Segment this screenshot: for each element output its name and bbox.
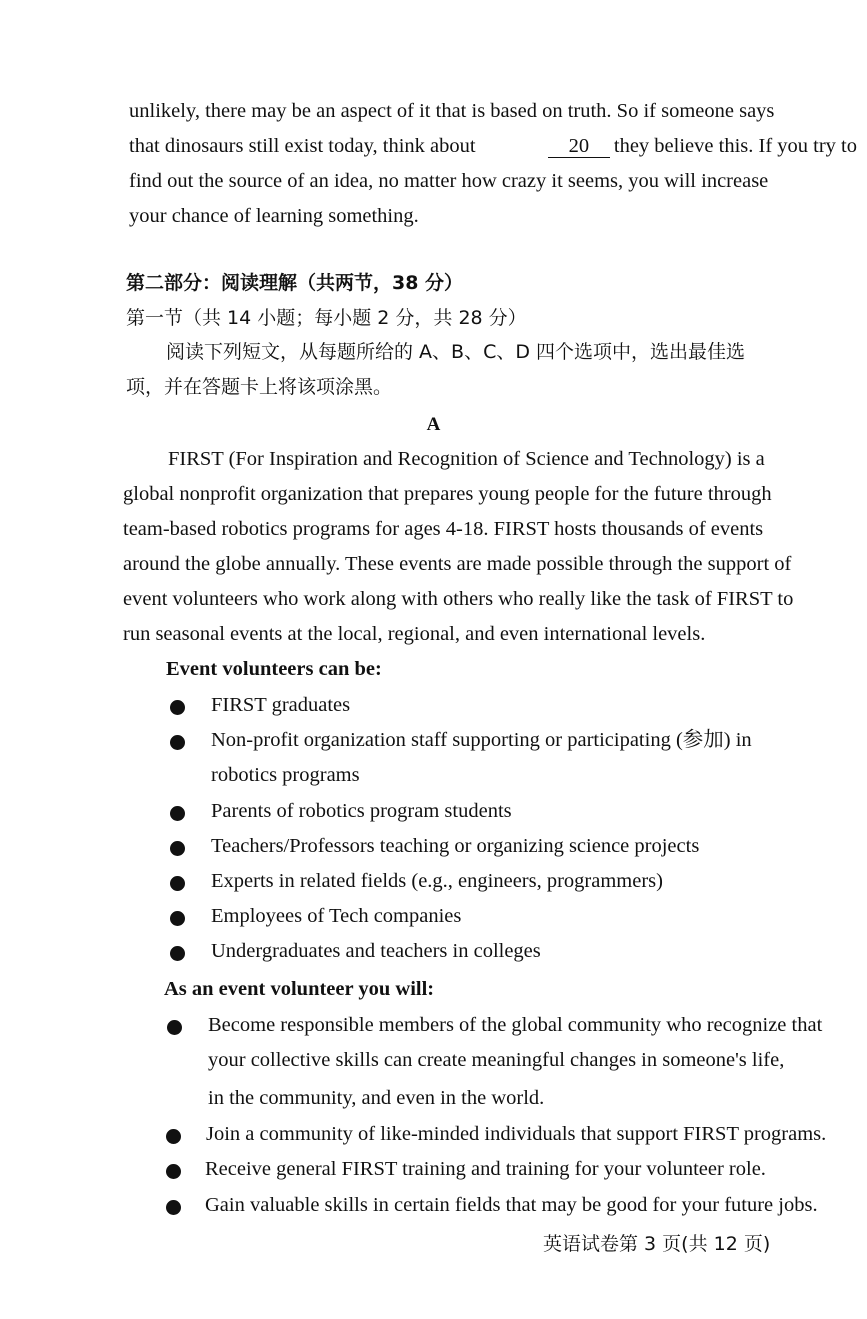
bullet-icon — [167, 1020, 182, 1035]
list-heading: As an event volunteer you will: — [164, 978, 435, 1000]
bullet-icon — [170, 806, 185, 821]
paragraph-line: FIRST (For Inspiration and Recognition of Science and Technology) is a — [168, 448, 765, 470]
list-item: Undergraduates and teachers in colleges — [211, 940, 541, 962]
instruction-line: 阅读下列短文，从每题所给的 A、B、C、D 四个选项中，选出最佳选 — [166, 341, 746, 363]
paragraph-line: event volunteers who work along with others who really like the task of FIRST to — [123, 588, 794, 610]
list-item-continuation: in the community, and even in the world. — [208, 1087, 545, 1109]
paragraph-line: around the globe annually. These events are made possible through the support of — [123, 553, 792, 575]
passage-line — [129, 171, 857, 192]
list-item-continuation: robotics programs — [211, 764, 360, 786]
bullet-icon — [170, 946, 185, 961]
bullet-icon — [166, 1164, 181, 1179]
list-item: Receive general FIRST training and training for your volunteer role. — [205, 1158, 766, 1180]
list-item: Become responsible members of the global community who recognize that — [208, 1014, 823, 1036]
passage-text: they believe this. If you try to — [613, 135, 857, 157]
passage-text: find out the source of an idea, no matter how crazy it seems, you will increase — [129, 170, 769, 192]
list-item: Join a community of like-minded individuals that support FIRST programs. — [206, 1123, 827, 1145]
bullet-icon — [170, 876, 185, 891]
list-item: Non-profit organization staff supporting or participating (参加) in — [211, 729, 752, 751]
list-item: Parents of robotics program students — [211, 800, 512, 822]
bullet-icon — [170, 735, 185, 750]
list-item-continuation: your collective skills can create meaningful changes in someone's life, — [208, 1049, 785, 1071]
bullet-icon — [170, 911, 185, 926]
passage-text: your chance of learning something. — [129, 205, 419, 227]
instruction-line: 项，并在答题卡上将该项涂黑。 — [126, 376, 393, 398]
list-item: FIRST graduates — [211, 694, 351, 716]
passage-text: that dinosaurs still exist today, think about — [129, 135, 476, 157]
bullet-icon — [166, 1200, 181, 1215]
page-footer: 英语试卷第 3 页(共 12 页) — [543, 1233, 771, 1255]
list-item: Gain valuable skills in certain fields that may be good for your future jobs. — [205, 1194, 818, 1216]
list-item: Employees of Tech companies — [211, 905, 462, 927]
list-item: Experts in related fields (e.g., engineers, programmers) — [211, 870, 663, 892]
bullet-icon — [170, 700, 185, 715]
answer-blank-20: 20 — [548, 136, 610, 158]
bullet-icon — [166, 1129, 181, 1144]
paragraph-line: team-based robotics programs for ages 4-18. FIRST hosts thousands of events — [123, 518, 764, 540]
passage-label: A — [426, 414, 441, 435]
passage-line-with-blank — [129, 136, 857, 158]
passage-line — [129, 206, 419, 227]
passage-line — [129, 101, 857, 122]
passage-text: unlikely, there may be an aspect of it that is based on truth. So if someone says — [129, 100, 775, 122]
list-heading: Event volunteers can be: — [166, 658, 382, 680]
paragraph-line: run seasonal events at the local, regional, and even international levels. — [123, 623, 706, 645]
bullet-icon — [170, 841, 185, 856]
paragraph-line: global nonprofit organization that prepares young people for the future through — [123, 483, 772, 505]
part-title: 第二部分：阅读理解（共两节，38 分） — [126, 272, 464, 294]
section-title: 第一节（共 14 小题；每小题 2 分，共 28 分） — [126, 307, 527, 329]
list-item: Teachers/Professors teaching or organizing science projects — [211, 835, 700, 857]
